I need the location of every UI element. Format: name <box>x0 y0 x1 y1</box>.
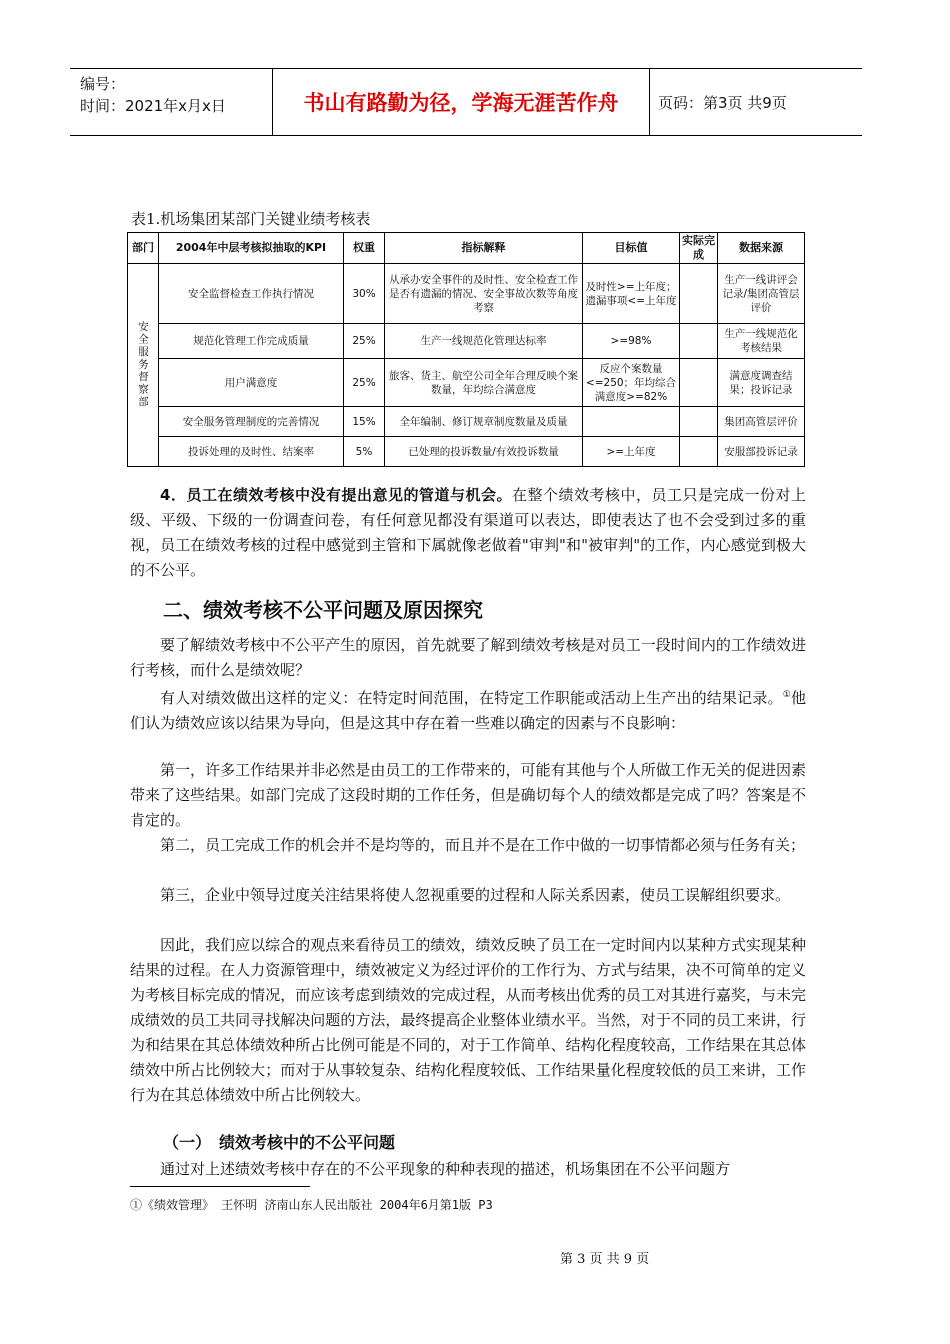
kpi-table <box>127 232 805 467</box>
table-row <box>128 264 805 324</box>
target-cell: 反应个案数量<=250；年均综合满意度>=82% <box>583 359 680 407</box>
paragraph: 因此，我们应以综合的观点来看待员工的绩效，绩效反映了员工在一定时间内以某种方式实现某种结果的过程。在人力资源管理中，绩效被定义为经过评价的工作行为、方式与结果，决不可简单的定义为考核目标完成的情况，而应该考虑到绩效的完成过程，从而考核出优秀的员工对其进行嘉奖，与未完成绩效的员工共同寻找解决问题的方法，最终提高企业整体业绩水平。当然，对于不同的员工来讲，行为和结果在其总体绩效种所占比例可能是不同的，对于工作简单、结构化程度较高，工作结果在其总体绩效中所占比例较大；而对于从事较复杂、结构化程度较低、工作结果量化程度较低的员工来讲，工作行为在其总体绩效中所占比例较大。 <box>130 936 806 1104</box>
paragraph: 要了解绩效考核中不公平产生的原因，首先就要了解到绩效考核是对员工一段时间内的工作绩效进行考核，而什么是绩效呢？ <box>130 636 806 679</box>
department-cell: 安全服务督察部 <box>128 264 159 467</box>
table-header-row <box>128 233 805 264</box>
footnote-divider <box>130 1186 310 1187</box>
footnote: ①《绩效管理》 王怀明 济南山东人民出版社 2004年6月第1版 P3 <box>130 1198 493 1212</box>
actual-cell <box>680 437 718 467</box>
weight-cell: 25% <box>344 359 385 407</box>
subsection-heading: （一） 绩效考核中的不公平问题 <box>163 1133 396 1152</box>
explain-cell: 生产一线规范化管理达标率 <box>385 324 583 359</box>
paragraph: 第三，企业中领导过度关注结果将使人忽视重要的过程和人际关系因素，使员工误解组织要求。 <box>160 886 791 904</box>
col-header: 目标值 <box>583 233 680 264</box>
target-cell <box>583 407 680 437</box>
paragraph: 第一，许多工作结果并非必然是由员工的工作带来的，可能有其他与个人所做工作无关的促进因素带来了这些结果。如部门完成了这段时期的工作任务，但是确切每个人的绩效都是完成了吗？答案是不肯定的。 <box>130 761 806 829</box>
source-cell: 集团高管层评价 <box>718 407 805 437</box>
explain-cell: 从承办安全事件的及时性、安全检查工作是否有遗漏的情况、安全事故次数等角度考察 <box>385 264 583 324</box>
actual-cell <box>680 359 718 407</box>
weight-cell: 15% <box>344 407 385 437</box>
kpi-cell: 安全监督检查工作执行情况 <box>159 264 344 324</box>
actual-cell <box>680 264 718 324</box>
kpi-cell: 安全服务管理制度的完善情况 <box>159 407 344 437</box>
point4-heading: 4．员工在绩效考核中没有提出意见的管道与机会。 <box>160 486 512 504</box>
document-time: 时间：2021年x月x日 <box>80 97 226 115</box>
target-cell: 及时性>=上年度；遗漏事项<=上年度 <box>583 264 680 324</box>
page-footer: 第 3 页 共 9 页 <box>560 1252 650 1267</box>
col-header: 实际完成 <box>680 233 718 264</box>
source-cell: 生产一线讲评会记录/集团高管层评价 <box>718 264 805 324</box>
explain-cell: 全年编制、修订规章制度数量及质量 <box>385 407 583 437</box>
target-cell: >=98% <box>583 324 680 359</box>
weight-cell: 30% <box>344 264 385 324</box>
header-slogan: 书山有路勤为径，学海无涯苦作舟 <box>272 69 650 135</box>
paragraph: 通过对上述绩效考核中存在的不公平现象的种种表现的描述，机场集团在不公平问题方 <box>160 1160 731 1178</box>
header-meta <box>80 73 275 117</box>
actual-cell <box>680 407 718 437</box>
point4-text: 在整个绩效考核中，员工只是完成一份对上级、平级、下级的一份调查问卷，有任何意见都没有渠道可以表达，即使表达了也不会受到过多的重视，员工在绩效考核的过程中感觉到主管和下属就像老做着"审判"和"被审判"的工作，内心感觉到极大的不公平。 <box>130 486 806 579</box>
paragraph-point4 <box>130 483 806 583</box>
paragraph <box>130 683 806 736</box>
source-cell: 生产一线规范化考核结果 <box>718 324 805 359</box>
table-caption: 表1.机场集团某部门关键业绩考核表 <box>131 210 371 228</box>
page-header <box>70 68 862 136</box>
kpi-cell: 规范化管理工作完成质量 <box>159 324 344 359</box>
kpi-cell: 投诉处理的及时性、结案率 <box>159 437 344 467</box>
source-cell: 满意度调查结果；投诉记录 <box>718 359 805 407</box>
table-row <box>128 437 805 467</box>
footnote-marker: ① <box>782 690 791 700</box>
weight-cell: 25% <box>344 324 385 359</box>
document-number: 编号： <box>80 75 126 93</box>
table-row <box>128 407 805 437</box>
paragraph-text: 他们认为绩效应该以结果为导向，但是这其中存在着一些难以确定的因素与不良影响： <box>130 689 806 732</box>
target-cell: >=上年度 <box>583 437 680 467</box>
col-header: 2004年中层考核拟抽取的KPI <box>159 233 344 264</box>
col-header: 指标解释 <box>385 233 583 264</box>
weight-cell: 5% <box>344 437 385 467</box>
paragraph: 第二，员工完成工作的机会并不是均等的，而且并不是在工作中做的一切事情都必须与任务有关； <box>160 836 806 854</box>
paragraph-text: 有人对绩效做出这样的定义：在特定时间范围，在特定工作职能或活动上生产出的结果记录。 <box>160 689 783 707</box>
col-header: 部门 <box>128 233 159 264</box>
table-row <box>128 324 805 359</box>
table-row <box>128 359 805 407</box>
section-heading: 二、绩效考核不公平问题及原因探究 <box>163 598 483 622</box>
kpi-cell: 用户满意度 <box>159 359 344 407</box>
actual-cell <box>680 324 718 359</box>
explain-cell: 已处理的投诉数量/有效投诉数量 <box>385 437 583 467</box>
source-cell: 安服部投诉记录 <box>718 437 805 467</box>
col-header: 权重 <box>344 233 385 264</box>
col-header: 数据来源 <box>718 233 805 264</box>
header-page-label: 页码：第3页 共9页 <box>658 93 787 112</box>
explain-cell: 旅客、货主、航空公司全年合理反映个案数量，年均综合满意度 <box>385 359 583 407</box>
